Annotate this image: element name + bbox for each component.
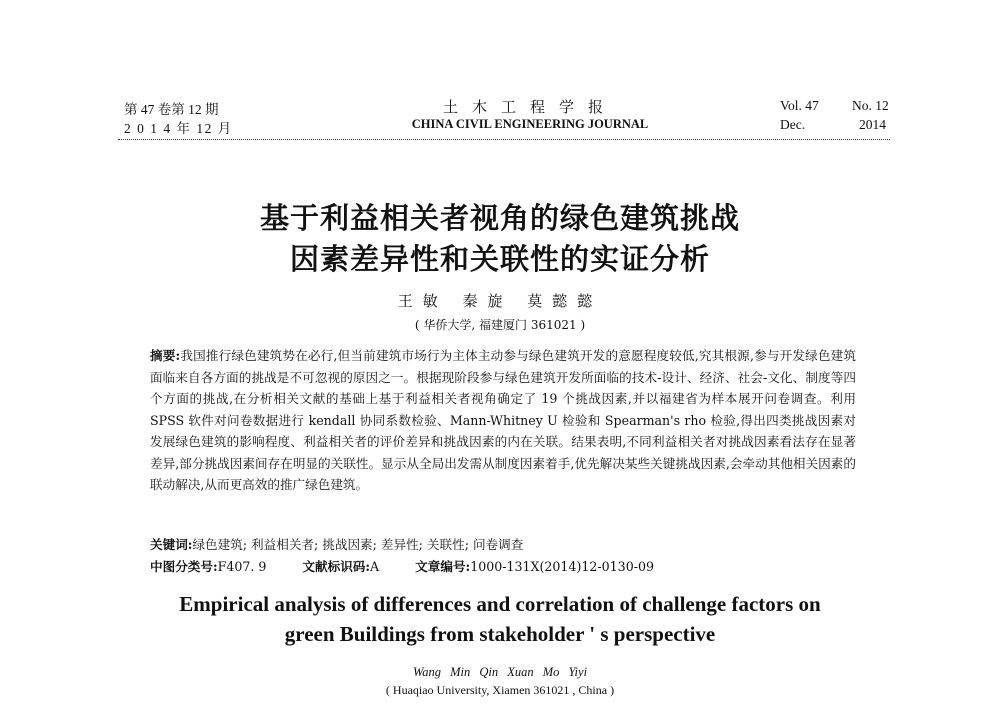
authors-cn: 王敏 秦旋 莫懿懿 bbox=[397, 292, 603, 310]
article-number-label: 文章编号: bbox=[415, 559, 471, 574]
classification-line bbox=[150, 556, 654, 575]
keywords-label: 关键词: bbox=[150, 537, 193, 552]
title-en-line2: green Buildings from stakeholder ' s perspective bbox=[284, 622, 716, 646]
affiliation-cn: ( 华侨大学, 福建厦门 361021 ) bbox=[414, 318, 586, 332]
journal-name-en: CHINA CIVIL ENGINEERING JOURNAL bbox=[411, 117, 649, 131]
title-cn-line2: 因素差异性和关联性的实证分析 bbox=[289, 242, 710, 276]
abstract bbox=[150, 345, 856, 496]
year: 2014 bbox=[859, 117, 886, 132]
clc-label: 中图分类号: bbox=[150, 559, 218, 574]
title-en-line1: Empirical analysis of differences and correlation of challenge factors on bbox=[179, 592, 821, 616]
number: No. 12 bbox=[852, 98, 889, 113]
journal-name-cn: 土木工程学报 bbox=[442, 100, 617, 116]
title-cn-line1: 基于利益相关者视角的绿色建筑挑战 bbox=[259, 201, 740, 235]
affiliation-en: ( Huaqiao University, Xiamen 361021 , China ) bbox=[385, 683, 615, 697]
volume: Vol. 47 bbox=[780, 98, 819, 113]
authors-en: Wang Min Qin Xuan Mo Yiyi bbox=[412, 665, 588, 679]
issue-date: 2 0 1 4 年 12 月 bbox=[124, 121, 233, 136]
header-divider bbox=[118, 139, 890, 140]
issue-number: 第 47 卷第 12 期 bbox=[124, 102, 219, 117]
clc-value: F407. 9 bbox=[217, 559, 267, 574]
doc-code-label: 文献标识码: bbox=[302, 559, 371, 574]
month: Dec. bbox=[780, 117, 806, 132]
abstract-label: 摘要: bbox=[150, 348, 181, 363]
abstract-text: 我国推行绿色建筑势在必行,但当前建筑市场行为主体主动参与绿色建筑开发的意愿程度较低,究其根源,参与开发绿色建筑面临来自各方面的挑战是不可忽视的原因之一。根据现阶段参与绿色建筑开发所面临的技术-设计、经济、社会-文化、制度等四个方面的挑战,在分析相关文献的基础上基于利益相关者视角确定了 19 个挑战因素,并以福建省为样本展开问卷调查。利用 SPSS 软件对问卷数据进行 kendall 协同系数检验、Mann-Whitney U 检验和 Spearman's rho 检验,得出四类挑战因素对发展绿色建筑的影响程度、利益相关者的评价差异和挑战因素的内在关联。结果表明,不同利益相关者对挑战因素看法存在显著差异,部分挑战因素间存在明显的关联性。显示从全局出发需从制度因素着手,优先解决某些关键挑战因素,会牵动其他相关因素的联动解决,从而更高效的推广绿色建筑。 bbox=[150, 348, 856, 492]
doc-code-value: A bbox=[370, 559, 380, 574]
article-number-value: 1000-131X(2014)12-0130-09 bbox=[470, 559, 654, 574]
keywords bbox=[150, 534, 856, 556]
keywords-text: 绿色建筑; 利益相关者; 挑战因素; 差异性; 关联性; 问卷调查 bbox=[192, 537, 524, 552]
